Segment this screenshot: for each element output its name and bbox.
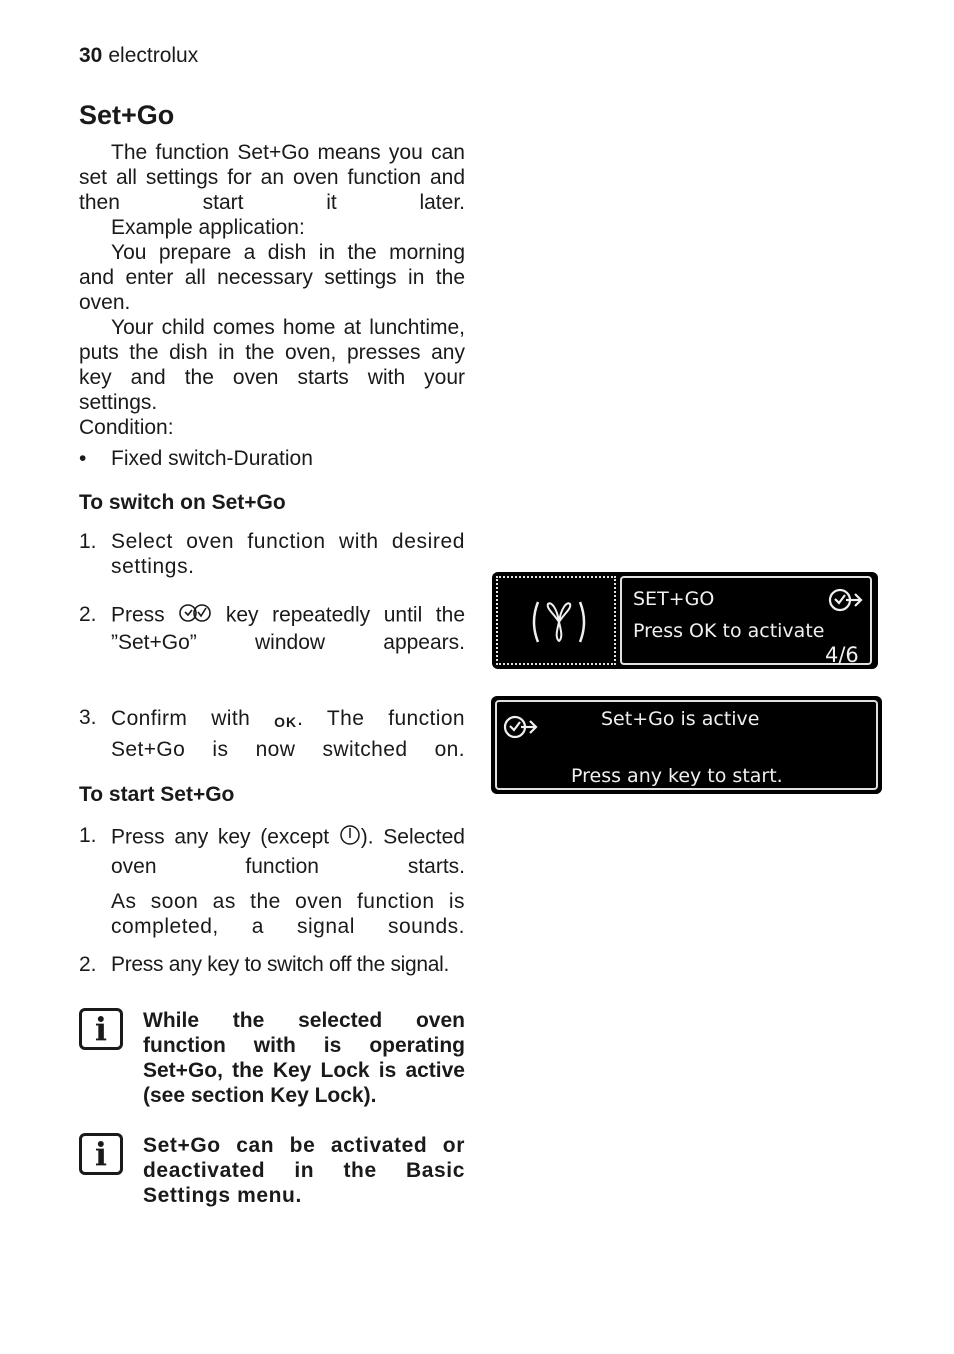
switch-on-heading: To switch on Set+Go [79,491,286,514]
start-heading: To start Set+Go [79,783,235,806]
start-step-2: 2. Press any key to switch off the signal. [79,953,450,976]
section-title: Set+Go [79,100,175,130]
page-header [79,44,198,68]
display-prompt: Press OK to activate [633,620,825,642]
display-counter: 4/6 [825,643,859,667]
intro-paragraph-2: Example application: [111,216,305,239]
switch-on-step-1: 1. Select oven function with desired settings. [79,530,465,578]
intro-paragraph-3: You prepare a dish in the morning and enter all necessary settings in the oven. [79,241,465,314]
info-note-1: i While the selected oven function with is operating Set+Go, the Key Lock is active (see section Key Lock). [79,1008,465,1108]
switch-on-step-3: 3. Confirm with OK. The function Set+Go is now switched on. [79,706,465,761]
page-number: 30 [79,44,103,67]
intro-paragraph-1: The function Set+Go means you can set all settings for an oven function and then start it later. [79,141,465,214]
switch-on-step-2: 2. Press key repeatedly until the ”Set+Go” window appears. [79,603,466,654]
function-pane [496,576,616,665]
oven-display-set-go-active [491,696,882,794]
info-icon: i [79,1133,123,1175]
condition-label: Condition: [79,416,174,439]
display-status: Set+Go is active [601,708,760,730]
set-go-key-icon [178,602,212,630]
display-title: SET+GO [633,588,715,610]
condition-bullet: • Fixed switch-Duration [79,447,313,470]
start-step-1-note: As soon as the oven function is completed, a signal sounds. [111,890,465,938]
set-go-icon [503,714,539,744]
brand-name: electrolux [108,44,199,67]
oven-display-set-go-menu [492,572,878,669]
info-note-2: i Set+Go can be activated or deactivated in the Basic Settings menu. [79,1133,465,1208]
intro-paragraph-4: Your child comes home at lunchtime, puts the dish in the oven, presses any key and the oven starts with your settings. [79,316,465,414]
info-icon: i [79,1008,123,1050]
set-go-icon [828,587,864,617]
ok-key-label: OK [274,714,298,730]
power-icon [339,823,361,853]
message-pane [620,576,872,665]
display-instruction: Press any key to start. [571,765,783,787]
fan-function-icon [528,598,590,650]
start-step-1: 1. Press any key (except ). Selected oven function starts. [79,824,465,878]
